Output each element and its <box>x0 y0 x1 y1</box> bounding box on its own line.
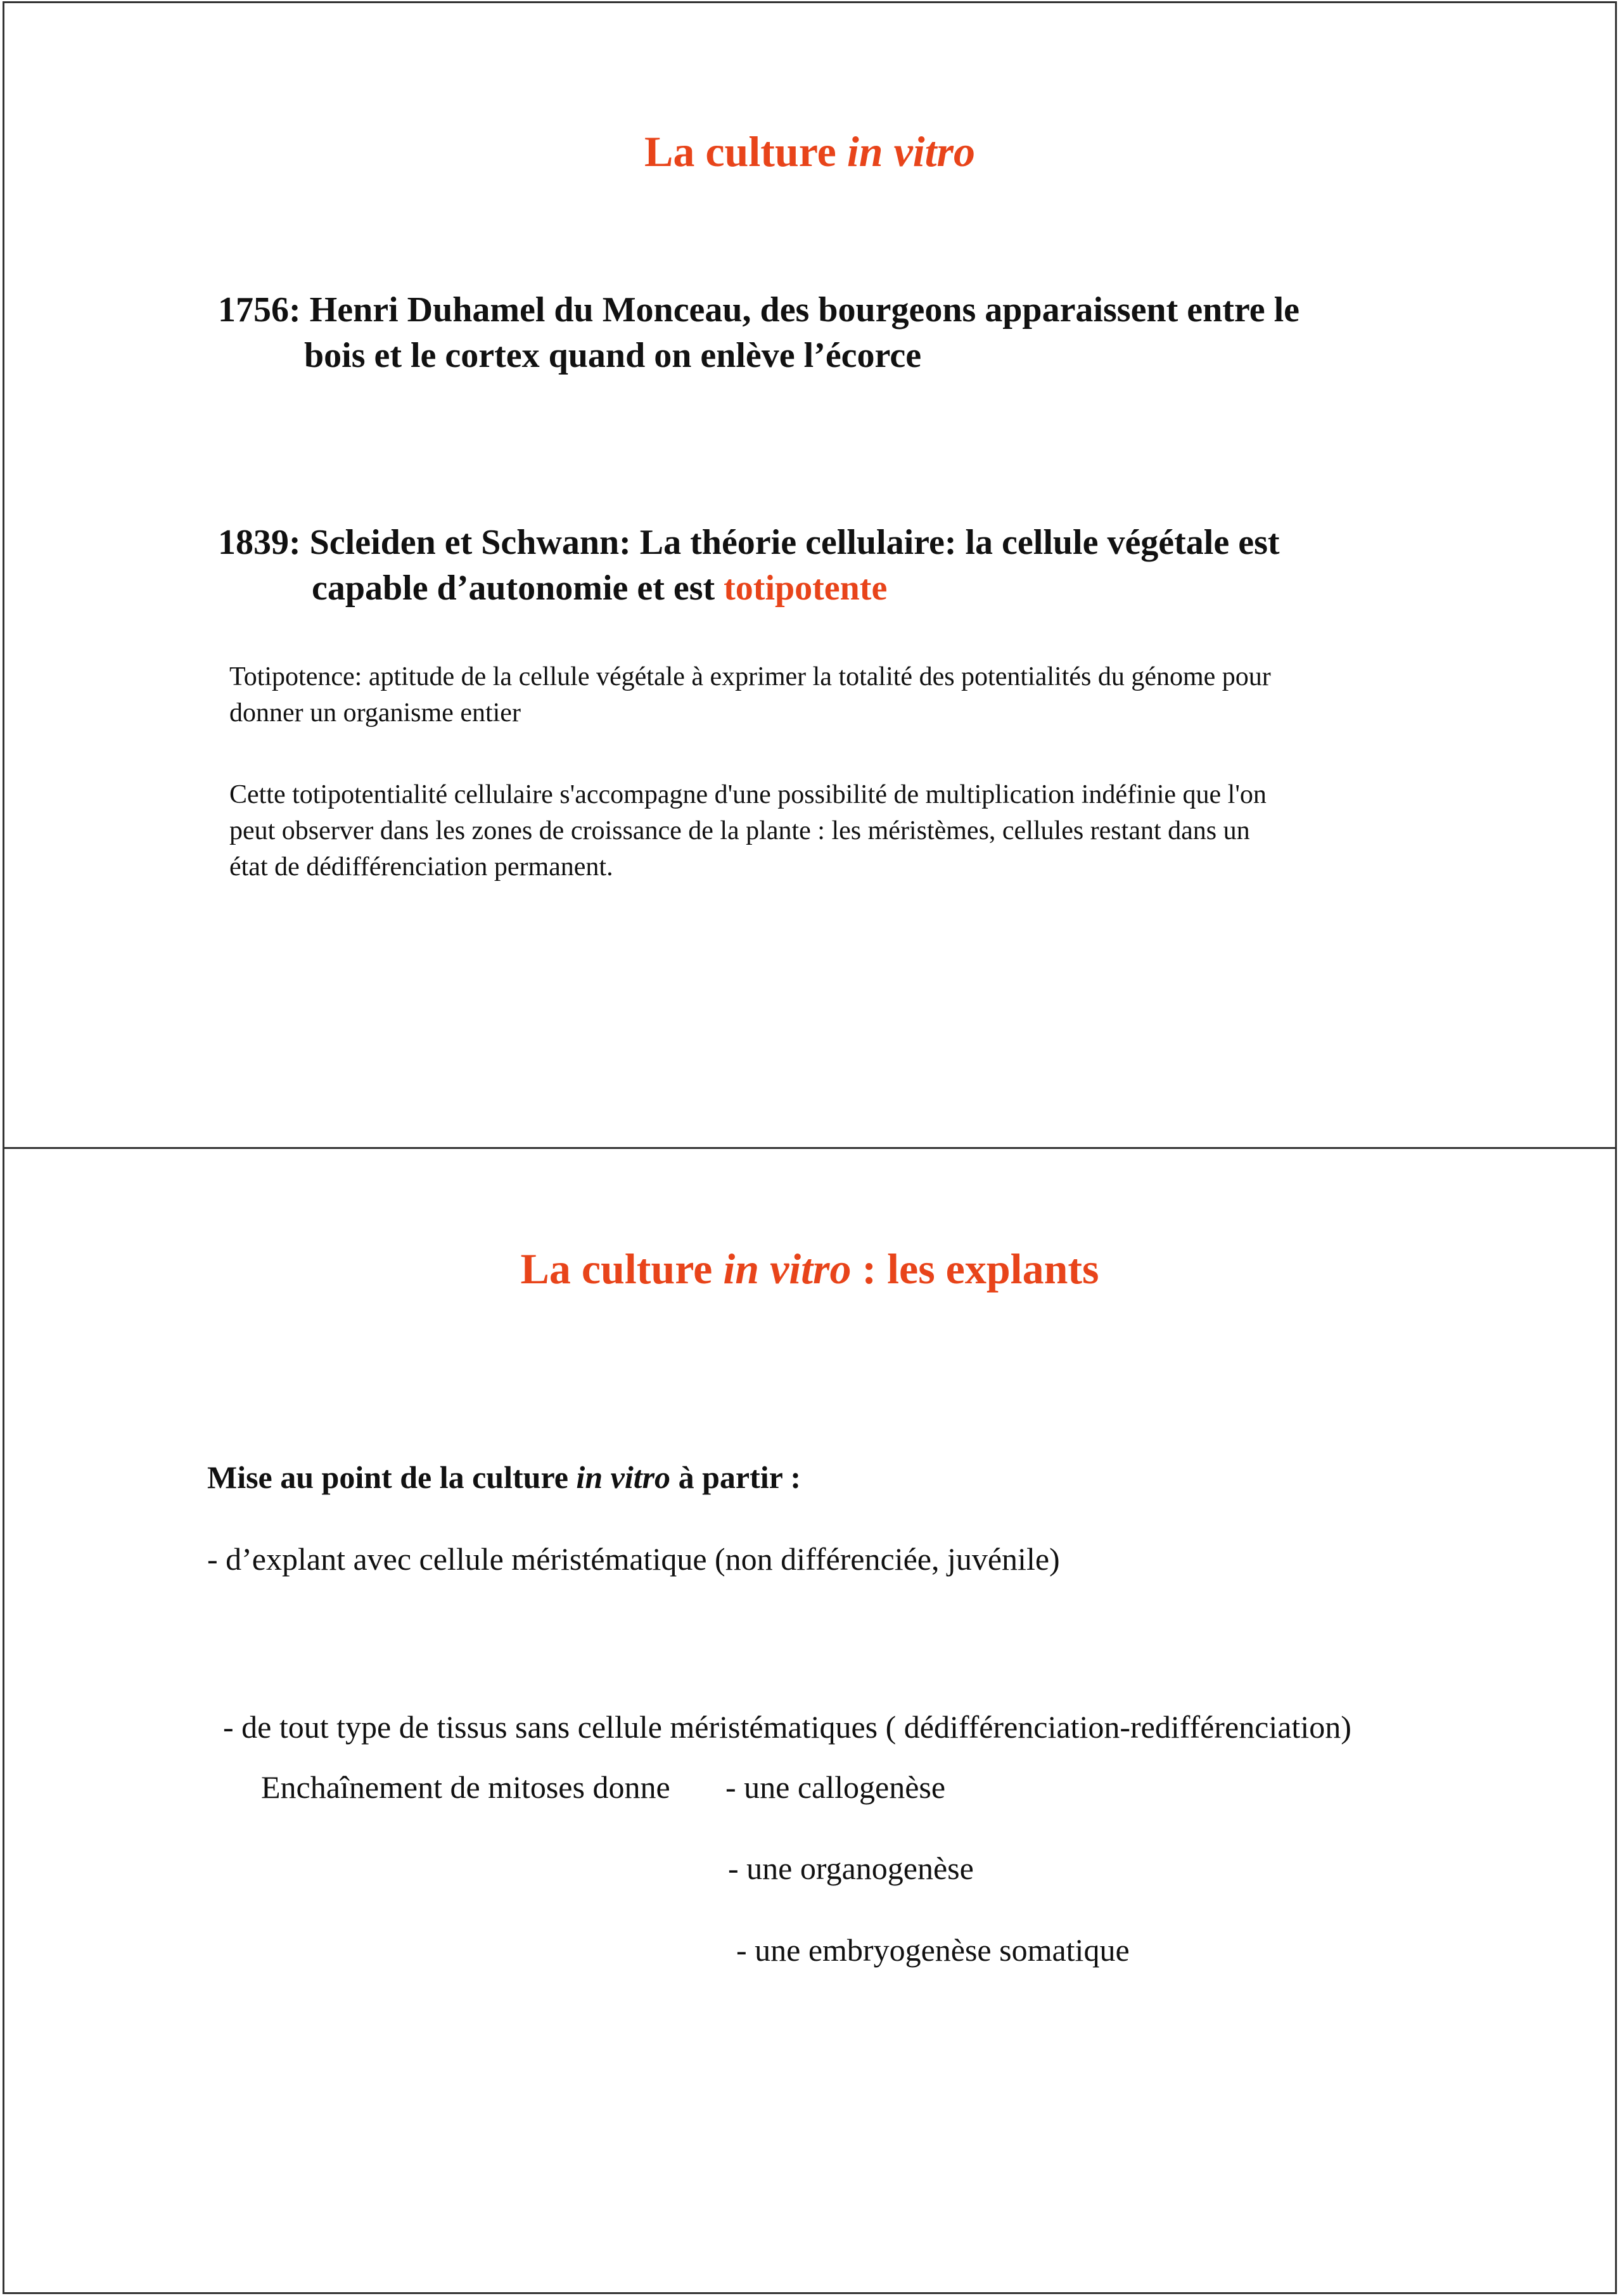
paragraph-line-2: peut observer dans les zones de croissance de la plante : les méristèmes, cellules restant dans un <box>229 816 1250 845</box>
entry-1839-line-1: 1839: Scleiden et Schwann: La théorie cellulaire: la cellule végétale est <box>218 523 1280 562</box>
totipotente-highlight: totipotente <box>724 568 888 608</box>
entry-1756-line-1: 1756: Henri Duhamel du Monceau, des bourgeons apparaissent entre le <box>218 290 1300 330</box>
title-suffix-text: : les explants <box>851 1245 1099 1293</box>
entry-1756 <box>218 287 1300 378</box>
title-text: La culture <box>644 127 847 176</box>
entry-1839 <box>218 520 1280 611</box>
intro-post: à partir : <box>670 1459 801 1495</box>
slide-2-title <box>4 1244 1615 1294</box>
totipotence-definition <box>229 659 1271 731</box>
slide-2 <box>3 1147 1617 2294</box>
outcome-embryogenese: - une embryogenèse somatique <box>736 1932 1130 1968</box>
definition-line-1: Totipotence: aptitude de la cellule végétale à exprimer la totalité des potentialités du génome pour <box>229 662 1271 691</box>
entry-1756-line-2: bois et le cortex quand on enlève l’écorce <box>304 336 922 375</box>
title-italic-text: in vitro <box>723 1245 852 1293</box>
intro-line <box>207 1458 801 1496</box>
intro-italic: in vitro <box>576 1459 671 1495</box>
bullet-all-tissues: - de tout type de tissus sans cellule méristématiques ( dédifférenciation-redifférenciation) <box>223 1709 1351 1745</box>
title-italic-text: in vitro <box>846 127 975 176</box>
totipotentiality-paragraph <box>229 777 1267 885</box>
slide-1 <box>3 1 1617 1150</box>
intro-pre: Mise au point de la culture <box>207 1459 577 1495</box>
bullet-meristematic-explant: - d’explant avec cellule méristématique (non différenciée, juvénile) <box>207 1541 1060 1577</box>
paragraph-line-1: Cette totipotentialité cellulaire s'accompagne d'une possibilité de multiplication indéfinie que l'on <box>229 780 1267 809</box>
definition-line-2: donner un organisme entier <box>229 698 521 728</box>
mitoses-label: Enchaînement de mitoses donne <box>261 1769 670 1805</box>
paragraph-line-3: état de dédifférenciation permanent. <box>229 852 613 882</box>
slide-1-title <box>4 127 1615 177</box>
outcome-organogenese: - une organogenèse <box>728 1850 974 1886</box>
title-text: La culture <box>520 1245 724 1293</box>
entry-1839-line-2: capable d’autonomie et est <box>312 568 724 608</box>
outcome-callogenese: - une callogenèse <box>725 1769 946 1805</box>
